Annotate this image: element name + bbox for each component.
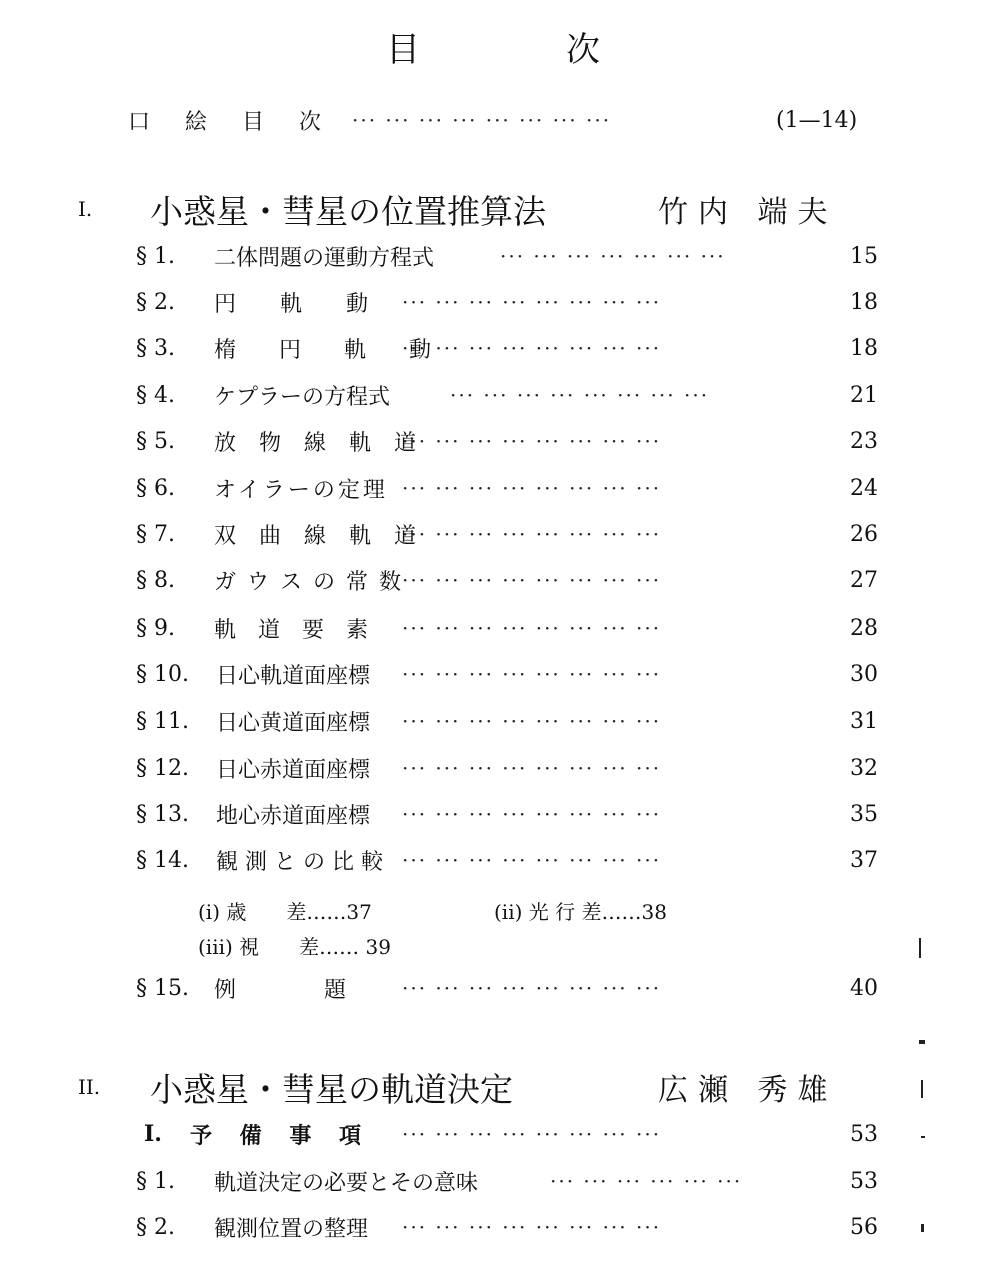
subitem[interactable] xyxy=(198,896,372,925)
section-number: § 11. xyxy=(136,708,189,734)
toc-entry[interactable] xyxy=(0,701,1004,741)
page-number: 40 xyxy=(850,975,878,1001)
part-number: II. xyxy=(78,1075,101,1099)
toc-entry[interactable] xyxy=(0,794,1004,834)
page-number: 32 xyxy=(850,755,878,781)
section-title: 円 軌 動 xyxy=(214,291,369,317)
page-number: 28 xyxy=(850,615,878,641)
page-title xyxy=(0,22,1004,72)
section-title: 軌 道 要 素 xyxy=(214,617,369,643)
toc-entry[interactable] xyxy=(0,282,1004,322)
page-number: 15 xyxy=(850,243,878,269)
scan-mark xyxy=(921,1136,925,1138)
leader-dots: ··· ··· ··· ··· ··· ··· ··· ··· xyxy=(352,108,612,132)
section-title: 双 曲 線 軌 道 xyxy=(214,523,424,549)
part-author: 広瀬 秀雄 xyxy=(658,1073,838,1108)
section-title: 日心軌道面座標 xyxy=(216,663,371,689)
section-number: § 14. xyxy=(136,847,189,873)
section-title: 軌道決定の必要とその意味 xyxy=(214,1170,479,1196)
page-number: 18 xyxy=(850,335,878,361)
section-number: § 7. xyxy=(136,521,175,547)
section-number: § 1. xyxy=(136,243,175,269)
leader-dots: ··· ··· ··· ··· ··· ··· ··· ··· xyxy=(402,522,662,546)
leader-dots: ··· ··· ··· ··· ··· ··· ··· ··· xyxy=(402,848,662,872)
page-number: 18 xyxy=(850,289,878,315)
scan-mark xyxy=(919,938,921,958)
page-number: 53 xyxy=(850,1168,878,1194)
part-header-1 xyxy=(0,186,1004,232)
section-number: § 2. xyxy=(136,289,175,315)
section-title: 楕 円 軌 動 xyxy=(214,337,449,363)
toc-entry[interactable] xyxy=(0,1207,1004,1247)
toc-entry[interactable] xyxy=(0,514,1004,554)
subitem-page: ……38 xyxy=(601,900,667,924)
leader-dots: ··· ··· ··· ··· ··· ··· ··· ··· xyxy=(402,662,662,686)
section-number: § 1. xyxy=(136,1168,175,1194)
subitem[interactable] xyxy=(198,931,391,960)
scan-mark xyxy=(921,1224,924,1232)
toc-entry[interactable] xyxy=(0,968,1004,1008)
section-title: 日心赤道面座標 xyxy=(216,757,371,783)
section-title: ケプラーの方程式 xyxy=(214,384,391,410)
section-title: 二体問題の運動方程式 xyxy=(214,245,435,271)
page-number: 56 xyxy=(850,1214,878,1240)
part-number: I. xyxy=(78,197,93,221)
toc-entry[interactable] xyxy=(0,375,1004,415)
section-number: § 9. xyxy=(136,615,175,641)
page-number: 53 xyxy=(850,1121,878,1147)
section-number: § 8. xyxy=(136,567,175,593)
leader-dots: ··· ··· ··· ··· ··· ··· ··· ··· xyxy=(402,290,662,314)
part-title: 小惑星・彗星の軌道決定 xyxy=(150,1069,513,1109)
section-number: § 6. xyxy=(136,475,175,501)
toc-entry[interactable] xyxy=(0,468,1004,508)
toc-entry[interactable] xyxy=(0,236,1004,276)
frontispiece-label: 口 絵 目 次 xyxy=(128,109,335,135)
page-number: 23 xyxy=(850,428,878,454)
leader-dots: ··· ··· ··· ··· ··· ··· ··· ··· xyxy=(402,976,662,1000)
leader-dots: ··· ··· ··· ··· ··· ··· xyxy=(550,1169,743,1193)
leader-dots: ··· ··· ··· ··· ··· ··· ··· ··· xyxy=(402,709,662,733)
title-char-2: 次 xyxy=(566,30,600,70)
subitem-label: (iii) 視 差 xyxy=(198,935,320,959)
section-title: 地心赤道面座標 xyxy=(216,803,371,829)
subitem-page: …… 39 xyxy=(319,935,391,959)
leader-dots: ··· ··· ··· ··· ··· ··· ··· xyxy=(500,244,726,268)
section-number: § 5. xyxy=(136,428,175,454)
section-title: 例 題 xyxy=(214,977,347,1003)
toc-entry[interactable] xyxy=(0,560,1004,600)
section-number: § 3. xyxy=(136,335,175,361)
leader-dots: ··· ··· ··· ··· ··· ··· ··· ··· xyxy=(402,756,662,780)
page-number: 35 xyxy=(850,801,878,827)
section-title: 観測位置の整理 xyxy=(214,1216,369,1242)
page-number: 27 xyxy=(850,567,878,593)
part-title: 小惑星・彗星の位置推算法 xyxy=(150,191,546,231)
frontispiece-pages: (1—14) xyxy=(776,107,858,133)
toc-entry[interactable] xyxy=(0,1161,1004,1201)
leader-dots: ··· ··· ··· ··· ··· ··· ··· ··· xyxy=(402,1122,662,1146)
leader-dots: ··· ··· ··· ··· ··· ··· ··· ··· xyxy=(402,336,662,360)
toc-entry[interactable] xyxy=(0,840,1004,880)
section-title: オイラーの定理 xyxy=(214,477,388,503)
leader-dots: ··· ··· ··· ··· ··· ··· ··· ··· xyxy=(450,383,710,407)
section-title: ガ ウ ス の 常 数 xyxy=(214,569,403,595)
toc-entry[interactable] xyxy=(0,328,1004,368)
section-number: § 13. xyxy=(136,801,189,827)
section-number: § 2. xyxy=(136,1214,175,1240)
page-number: 37 xyxy=(850,847,878,873)
page-number: 21 xyxy=(850,382,878,408)
section-number: § 4. xyxy=(136,382,175,408)
leader-dots: ··· ··· ··· ··· ··· ··· ··· ··· xyxy=(402,802,662,826)
scan-mark xyxy=(921,1080,923,1098)
leader-dots: ··· ··· ··· ··· ··· ··· ··· ··· xyxy=(402,1215,662,1239)
leader-dots: ··· ··· ··· ··· ··· ··· ··· ··· xyxy=(402,476,662,500)
section-title: 日心黄道面座標 xyxy=(216,710,371,736)
section-number: § 10. xyxy=(136,661,189,687)
page-number: 31 xyxy=(850,708,878,734)
section-title: 観 測 と の 比 較 xyxy=(216,849,383,875)
chapter-number: I. xyxy=(144,1121,162,1147)
title-char-1: 目 xyxy=(386,30,420,70)
leader-dots: ··· ··· ··· ··· ··· ··· ··· ··· xyxy=(402,429,662,453)
subitem[interactable] xyxy=(494,896,667,925)
section-title: 放 物 線 軌 道 xyxy=(214,430,424,456)
page-number: 24 xyxy=(850,475,878,501)
subitem-label: (ii) 光 行 差 xyxy=(494,900,602,924)
subitem-page: ……37 xyxy=(306,900,372,924)
scan-mark xyxy=(919,1040,925,1044)
page-number: 30 xyxy=(850,661,878,687)
frontispiece-row[interactable] xyxy=(0,100,1004,140)
section-number: § 12. xyxy=(136,755,189,781)
part-header-2 xyxy=(0,1064,1004,1110)
leader-dots: ··· ··· ··· ··· ··· ··· ··· ··· xyxy=(402,616,662,640)
chapter-title: 予 備 事 項 xyxy=(190,1122,371,1149)
page-number: 26 xyxy=(850,521,878,547)
toc-entry[interactable] xyxy=(0,421,1004,461)
part-author: 竹内 端夫 xyxy=(658,195,838,230)
section-number: § 15. xyxy=(136,975,189,1001)
toc-entry[interactable] xyxy=(0,748,1004,788)
leader-dots: ··· ··· ··· ··· ··· ··· ··· ··· xyxy=(402,568,662,592)
toc-entry[interactable] xyxy=(0,654,1004,694)
subitem-label: (i) 歳 差 xyxy=(198,900,307,924)
toc-entry[interactable] xyxy=(0,608,1004,648)
chapter-entry[interactable] xyxy=(0,1114,1004,1154)
